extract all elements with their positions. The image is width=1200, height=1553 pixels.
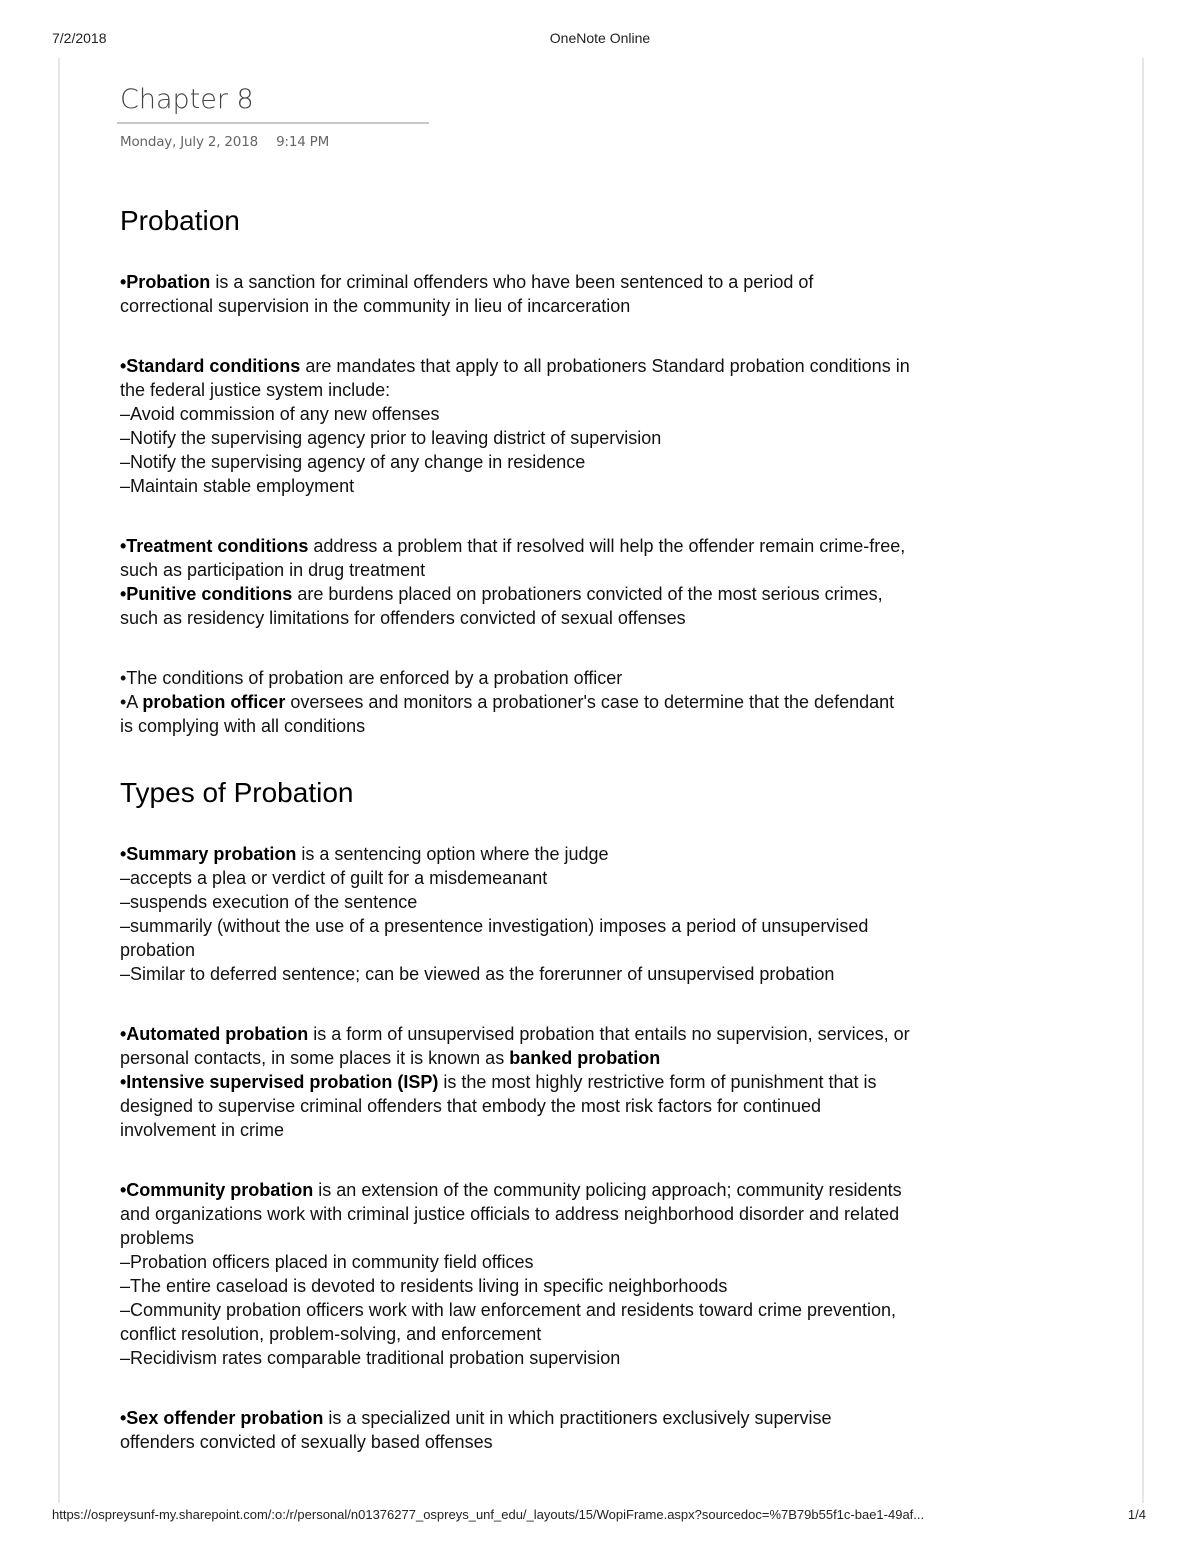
page-timestamp	[120, 134, 910, 150]
paragraph-text: is an extension of the community policing approach; community residents and organizations work with criminal justice officials to address neighborhood disorder and related problems	[120, 1180, 902, 1248]
paragraph-text: are mandates that apply to all probationers Standard probation conditions in the federal justice system include:	[120, 356, 910, 400]
note-paragraph-treatment-conditions[interactable]	[120, 534, 910, 582]
list-item: –Community probation officers work with law enforcement and residents toward crime prevention, conflict resolution, problem-solving, and enforcement	[120, 1300, 897, 1344]
term-community-probation: •Community probation	[120, 1180, 314, 1200]
paragraph-text: are burdens placed on probationers convicted of the most serious crimes, such as residency limitations for offenders convicted of sexual offenses	[120, 584, 883, 628]
term-automated-probation: •Automated probation	[120, 1024, 309, 1044]
heading-types-of-probation: Types of Probation	[120, 777, 354, 808]
paragraph-text: is a sentencing option where the judge	[296, 844, 609, 864]
paragraph-prefix: •A	[120, 692, 143, 712]
paragraph-text: is the most highly restrictive form of punishment that is designed to supervise criminal offenders that embody the most risk factors for continued involvement in crime	[120, 1072, 877, 1140]
page-date: Monday, July 2, 2018	[120, 134, 258, 150]
note-paragraph-punitive-conditions[interactable]	[120, 582, 910, 630]
title-underline	[117, 122, 429, 124]
term-punitive-conditions: •Punitive conditions	[120, 584, 293, 604]
note-paragraph-probation-officer[interactable]	[120, 690, 910, 738]
note-paragraph-sex-offender-probation[interactable]	[120, 1406, 910, 1454]
list-item: –Maintain stable employment	[120, 476, 355, 496]
paragraph-text: oversees and monitors a probationer's case to determine that the defendant is complying with all conditions	[120, 692, 895, 736]
print-header	[0, 30, 1200, 50]
paragraph-text: address a problem that if resolved will help the offender remain crime-free, such as participation in drug treatment	[120, 536, 906, 580]
note-paragraph-summary-probation[interactable]	[120, 842, 910, 986]
print-page-number: 1/4	[1127, 1507, 1146, 1522]
page-title[interactable]: Chapter 8	[120, 84, 254, 115]
paragraph-text: •The conditions of probation are enforced by a probation officer	[120, 668, 623, 688]
note-paragraph-automated-probation[interactable]	[120, 1022, 910, 1070]
term-sex-offender-probation: •Sex offender probation	[120, 1408, 324, 1428]
paragraph-text: is a sanction for criminal offenders who have been sentenced to a period of correctional supervision in the community in lieu of incarceration	[120, 272, 814, 316]
term-treatment-conditions: •Treatment conditions	[120, 536, 309, 556]
note-paragraph-probation[interactable]	[120, 270, 910, 318]
term-probation-officer: probation officer	[142, 692, 286, 712]
print-url: https://ospreysunf-my.sharepoint.com/:o:/r/personal/n01376277_ospreys_unf_edu/_layouts/15/WopiFrame.aspx?sourcedoc=%7B79b55f1c-bae1-49af...	[52, 1507, 925, 1522]
list-item: –Avoid commission of any new offenses	[120, 404, 440, 424]
term-probation: •Probation	[120, 272, 211, 292]
list-item: –Probation officers placed in community field offices	[120, 1252, 534, 1272]
heading-probation: Probation	[120, 205, 240, 236]
list-item: –Notify the supervising agency of any change in residence	[120, 452, 586, 472]
print-app-title: OneNote Online	[549, 30, 651, 46]
note-paragraph-isp[interactable]	[120, 1070, 910, 1142]
term-isp: •Intensive supervised probation (ISP)	[120, 1072, 439, 1092]
note-paragraph-community-probation[interactable]	[120, 1178, 910, 1370]
page-frame-left-border	[58, 58, 60, 1503]
term-standard-conditions: •Standard conditions	[120, 356, 301, 376]
print-date: 7/2/2018	[52, 30, 107, 46]
note-paragraph-standard-conditions[interactable]	[120, 354, 910, 498]
note-paragraph-enforcement[interactable]	[120, 666, 910, 690]
term-summary-probation: •Summary probation	[120, 844, 297, 864]
list-item: –accepts a plea or verdict of guilt for a misdemeanant	[120, 868, 548, 888]
print-footer	[0, 1507, 1200, 1527]
list-item: –Similar to deferred sentence; can be viewed as the forerunner of unsupervised probation	[120, 964, 835, 984]
page-time: 9:14 PM	[276, 134, 330, 150]
note-page	[120, 82, 910, 1454]
list-item: –summarily (without the use of a presentence investigation) imposes a period of unsupervised probation	[120, 916, 869, 960]
list-item: –Recidivism rates comparable traditional probation supervision	[120, 1348, 621, 1368]
list-item: –suspends execution of the sentence	[120, 892, 418, 912]
list-item: –Notify the supervising agency prior to leaving district of supervision	[120, 428, 662, 448]
page-frame-right-border	[1142, 58, 1144, 1503]
paragraph-text: is a form of unsupervised probation that entails no supervision, services, or personal contacts, in some places it is known as	[120, 1024, 910, 1068]
paragraph-text: is a specialized unit in which practitioners exclusively supervise offenders convicted of sexually based offenses	[120, 1408, 832, 1452]
list-item: –The entire caseload is devoted to residents living in specific neighborhoods	[120, 1276, 728, 1296]
term-banked-probation: banked probation	[509, 1048, 661, 1068]
